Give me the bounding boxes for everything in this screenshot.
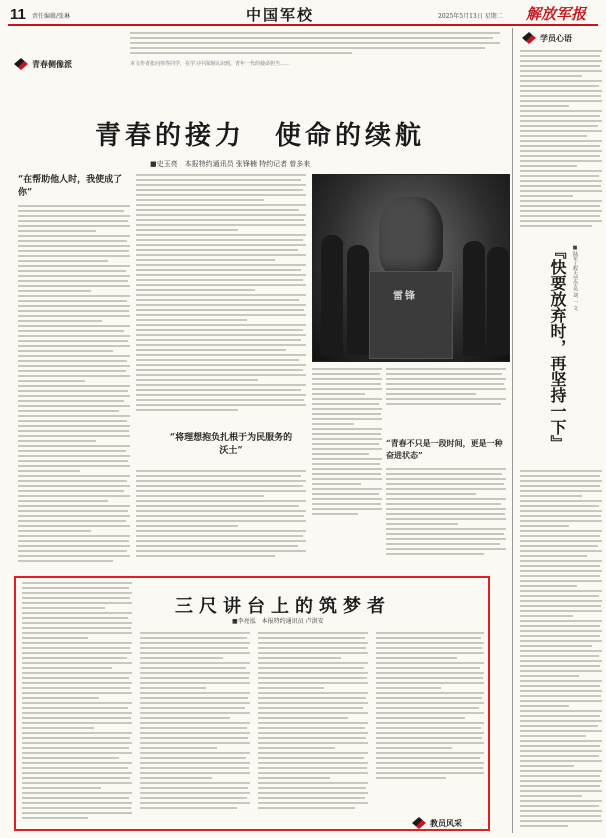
section-name: 中国军校 — [246, 6, 315, 24]
education-section-badge — [412, 817, 462, 829]
pull-quote-3: “青春不只是一段时间，更是一种奋进状态” — [386, 438, 503, 460]
right-middle-text — [312, 368, 382, 570]
feature-title: 三尺讲台上的筑梦者 — [175, 596, 391, 617]
far-right-middle-text — [386, 368, 506, 433]
youth-badge-label: 青春侧像派 — [32, 58, 72, 69]
feature-column-4 — [376, 632, 484, 810]
person-silhouette — [321, 235, 343, 355]
person-silhouette — [487, 247, 509, 355]
star-badge-icon — [522, 32, 536, 44]
statue-plinth — [369, 271, 453, 359]
person-silhouette — [347, 245, 369, 355]
feature-byline: ■李亮泓 本报特约通讯员 卢洪安 — [232, 618, 324, 625]
editor-line: 责任编辑/张琳 — [32, 13, 71, 20]
lower-middle-text — [136, 470, 306, 570]
column-divider — [512, 28, 513, 833]
intro-text-block — [130, 32, 500, 60]
feature-column-3 — [258, 632, 368, 824]
main-title: 青春的接力 使命的续航 — [94, 121, 425, 151]
study-badge-label: 学员心语 — [540, 32, 572, 43]
paper-logo: 解放军报 — [526, 5, 587, 23]
main-title-bar — [80, 115, 440, 155]
feature-column-2 — [140, 632, 250, 824]
middle-left-column-text — [136, 174, 306, 424]
masthead — [8, 4, 598, 26]
education-badge-label: 教员风采 — [430, 817, 462, 828]
sidebar-title: 『快要放弃时，再坚持一下』 — [548, 243, 567, 451]
person-silhouette — [463, 241, 485, 356]
study-section-badge — [522, 32, 572, 44]
right-column-bottom-text — [520, 470, 602, 830]
sidebar-author: ■陆军工程大学学员 刘 一 文 — [572, 245, 578, 311]
far-right-lower-text — [386, 468, 506, 570]
star-badge-icon — [14, 58, 28, 70]
star-badge-icon — [412, 817, 426, 829]
intro-text: 本文作者张向伟等同学，在学习中深刻认识到，青年一代的使命担当…… — [130, 61, 291, 67]
date-line: 2025年5月13日 星期二 — [438, 13, 503, 20]
statue-photo — [312, 174, 510, 362]
feature-column-1 — [22, 582, 132, 822]
youth-section-badge — [14, 58, 72, 70]
right-column-top-text — [520, 50, 602, 230]
statue-label: 雷锋 — [393, 291, 417, 302]
pull-quote-2: “将理想抱负扎根于为民服务的沃土” — [169, 433, 293, 456]
main-byline: ■史玉亮 本报特约通讯员 张锋楠 特约记者 曾多来 — [150, 160, 311, 168]
page-number: 11 — [10, 6, 26, 23]
statue-bust — [379, 197, 443, 277]
left-column-text — [18, 205, 130, 570]
pull-quote-1: “在帮助他人时，我使成了你” — [18, 175, 123, 198]
